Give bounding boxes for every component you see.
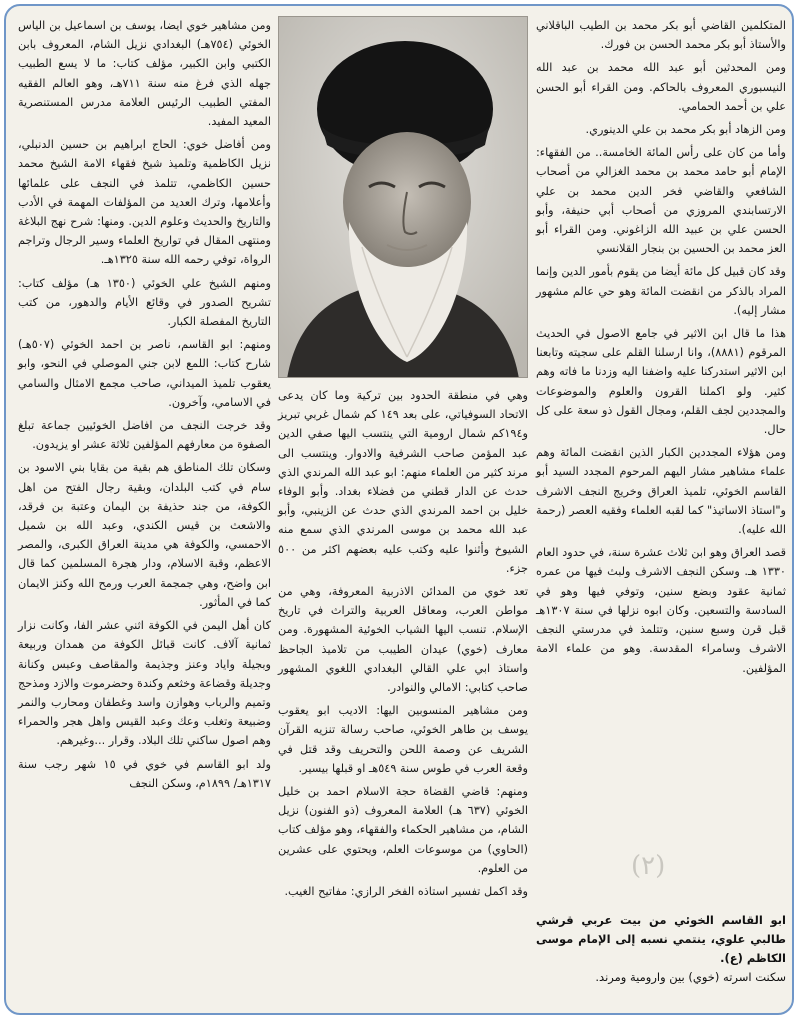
portrait-photo <box>278 16 528 378</box>
paragraph: ومنهم الشيخ علي الخوئي (١٣٥٠ هـ) مؤلف كتاب: تشريح الصدور في وقائع الأيام والدهور، من كتب التاريخ المفصلة الكبار. <box>18 276 272 329</box>
middle-column <box>278 16 528 1015</box>
paragraph: المتكلمين القاضي أبو بكر محمد بن الطيب الباقلاني والأستاذ أبو بكر محمد الحسن بن فورك. <box>536 19 786 52</box>
paragraph: وسكان تلك المناطق هم بقية من بقايا بني الاسود بن سام في كتب البلدان، وبقية رجال الفتح من اهل الكوفة، من جند حذيفة بن اليمان وعتبة بن فرقد، والاشعث بن قيس الكندي، وعبد الله بن شميل الاحمسي، والكوفة هي مدينة العراق الكبرى، والمصر الاعظم، وقبة الاسلام، ودار هجرة المسلمين كما قال ابن واضح، وهي جمجمة العرب ورمح الله وكنز الايمان كما في المأثور. <box>18 461 271 609</box>
paragraph: وقد اكمل تفسير استاذه الفخر الرازي: مفاتيح الغيب. <box>284 885 528 899</box>
paragraph: كان أهل اليمن في الكوفة اثني عشر الفا، وكانت نزار ثمانية آلاف. كانت قبائل الكوفة من همدان وربيعة وبجيلة واياد وعنز وجذيمة والمقاصف وعبس وكنانة وجديلة وقضاعة وخثعم وكندة وحضرموت والازد ومذحج وتميم والرباب وهوازن واسد وغطفان ومحارب والنمر وضبيعة وتغلب وعك وعبد القيس واهل هجر والحمراء وهم اصول ساكني تلك البلاد. وقرار ...وغيرهم. <box>18 619 271 748</box>
paragraph: هذا ما قال ابن الاثير في جامع الاصول في الحديث المرقوم (٨٨٨١)، وانا ارسلنا القلم على سجيته وتابعنا ابن الاثير استدركنا عليه واضفنا اليه وزدنا ما فاته وهم كثير. ولو اكملنا القرون والعلوم والموضوعات والمجددين لجف القلم، ومجال القول ذو سعة على كل حال. <box>536 327 786 437</box>
paragraph: ومن المحدثين أبو عبد الله محمد بن عبد الله النيسبوري المعروف بالحاكم. ومن القراء أبو الحسن علي بن أحمد الحمامي. <box>536 61 786 113</box>
caption-body: سكنت اسرته (خوي) بين وارومية ومرند. <box>595 970 786 984</box>
paragraph: وهي في منطقة الحدود بين تركية وما كان يدعى الاتحاد السوفياتي، على بعد ١٤٩ كم شمال غربي تبريز و١٩٤كم شمال ارومية التي ينتسب اليها صفي الدين عبد المؤمن صاحب الشرفية والادوار. وينتسب الى مرند كثير من العلماء منهم: ابو عبد الله المرندي الذي حدث عن الدار قطني من فضلاء بغداد. وأبو الوفاء خليل بن احمد المرندي الذي حدث عن الزينبي، وأبو عبد الله محمد بن موسى المرندي الذي سمع منه الشيوخ وأثنوا عليه وكتب عليه بعضهم اكثر من ٥٠٠ جزء. <box>278 389 528 575</box>
paragraph: قصد العراق وهو ابن ثلاث عشرة سنة، في حدود العام ١٣٣٠ هـ. وسكن النجف الاشرف ولبث فيها من عمره ثمانية عقود وبضع سنين، وتوفي فيها وهو في السادسة والتسعين. وكان ابوه نزلها في سنة ١٣٠٧هـ قبل قرن وسبع سنين، وتتلمذ في مدرستي النجف الاشرف وسامراء المقدسة. وهو من علماء الامة المؤلفين. <box>536 546 786 675</box>
page-frame <box>4 4 794 1015</box>
caption-block <box>536 911 786 987</box>
page-number: (٢) <box>631 851 666 881</box>
paragraph: ومن أفاضل خوي: الحاج ابراهيم بن حسين الدنبلي، نزيل الكاظمية وتلميذ شيخ فقهاء الامة الشيخ محمد حسين الكاظمي، تتلمذ في النجف على علمائها وأعلامها، وترك العديد من المؤلفات المهمة في الأدب والتاريخ والحديث وعلوم الدين. ومنها: شرح نهج البلاغة ومنتهى المقال في تواريخ العلماء وسير الرجال وتراجم الرواة، توفي رحمه الله سنة ١٣٢٥هـ. <box>18 138 271 267</box>
paragraph: ومن هؤلاء المجددين الكبار الذين انقضت المائة وهم علماء مشاهير مشار اليهم المرحوم المجدد السيد أبو القاسم الخوئي، تلميذ العراق وخريج النجف الاشرف و"استاذ الاساتيذ" كما لقبه العلماء وفقيه العصر (رحمة الله عليه). <box>536 446 786 537</box>
paragraph: ولد ابو القاسم في خوي في ١٥ شهر رجب سنة ١٣١٧هـ/ ١٨٩٩م، وسكن النجف <box>18 757 271 790</box>
right-column <box>536 16 786 682</box>
paragraph: وقد كان قبيل كل مائة أيضا من يقوم بأمور الدين وإنما المراد بالذكر من انقضت المائة وهو حي عالم مشهور مشار إليه). <box>536 265 786 317</box>
paragraph: ومن مشاهير المنسوبين اليها: الاديب ابو يعقوب يوسف بن طاهر الخوئي، صاحب رسالة تنزيه القرآن الشريف عن وصمة اللحن والتحريف وقد قتل في وقعة العرب في طوس سنة ٥٤٩هـ او قبلها بيسير. <box>278 704 528 775</box>
middle-text <box>278 386 528 905</box>
paragraph: تعد خوي من المدائن الاذربية المعروفة، وهي من مواطن العرب، ومعاقل العربية والتراث في تاريخ الإسلام. تنسب اليها الشياب الخوئية المشهورة. ومن معارف (خوي) عيدان الطيبب من تلاميذ الجاحظ واستاذ ابي علي القالي البغدادي اللغوي المشهور صاحب كتابي: الامالي والنوادر. <box>278 585 528 695</box>
portrait-image <box>278 17 527 378</box>
paragraph: ومن مشاهير خوي ايضا، يوسف بن اسماعيل بن الياس الخوئي (٧٥٤هـ) البغدادي نزيل الشام، المعروف بابن الكتبي وابن الكبير، مؤلف كتاب: ما لا يسع الطبيب جهله الذي فرغ منه سنة ٧١١هـ، وهو العالم الفقيه المفتي الطبيب الرئيس العلامة مدرس المستنصرية المعيد المفيد. <box>18 19 271 129</box>
paragraph: وقد خرجت النجف من افاضل الخوئيين جماعة تبلغ الصفوة من معارفهم المؤلفين ثلاثة عشر او يزيدون. <box>18 419 271 452</box>
paragraph: ومنهم: قاضي القضاة حجة الاسلام احمد بن خليل الخوئي (٦٣٧ هـ) العلامة المعروف (ذو الفنون) نزيل الشام، من مشاهير الحكماء والفقهاء، وهو مؤلف كتاب (الحاوي) من موسوعات العلم، ويحتوي على عشرين من العلوم. <box>278 785 528 875</box>
left-column <box>18 16 271 797</box>
paragraph: ومنهم: ابو القاسم، ناصر بن احمد الخوئي (٥٠٧هـ) شارح كتاب: اللمع لابن جني الموصلي في النحو، وابو يعقوب تلميذ الميداني، صاحب مجمع الامثال والسامي في الاسامي، وآخرون. <box>18 338 271 409</box>
paragraph: ومن الزهاد أبو بكر محمد بن علي الدينوري. <box>585 123 786 137</box>
caption-bold: ابو القاسم الخوئي من بيت عربي قرشي طالبي علوي، ينتمي نسبه إلى الإمام موسى الكاظم (ع). <box>536 913 786 965</box>
paragraph: وأما من كان على رأس المائة الخامسة.. من الفقهاء: الإمام أبو حامد محمد بن محمد الغزالي من أصحاب الشافعي والقاضي فخر الدين محمد بن علي الارتسابندي المروزي من أصحاب أبي حنيفة، وأبو الحسن علي بن عبيد الله الزاغوني. ومن القراء أبو العز محمد بن الحسين بن بنجار القلانسي <box>536 146 786 256</box>
